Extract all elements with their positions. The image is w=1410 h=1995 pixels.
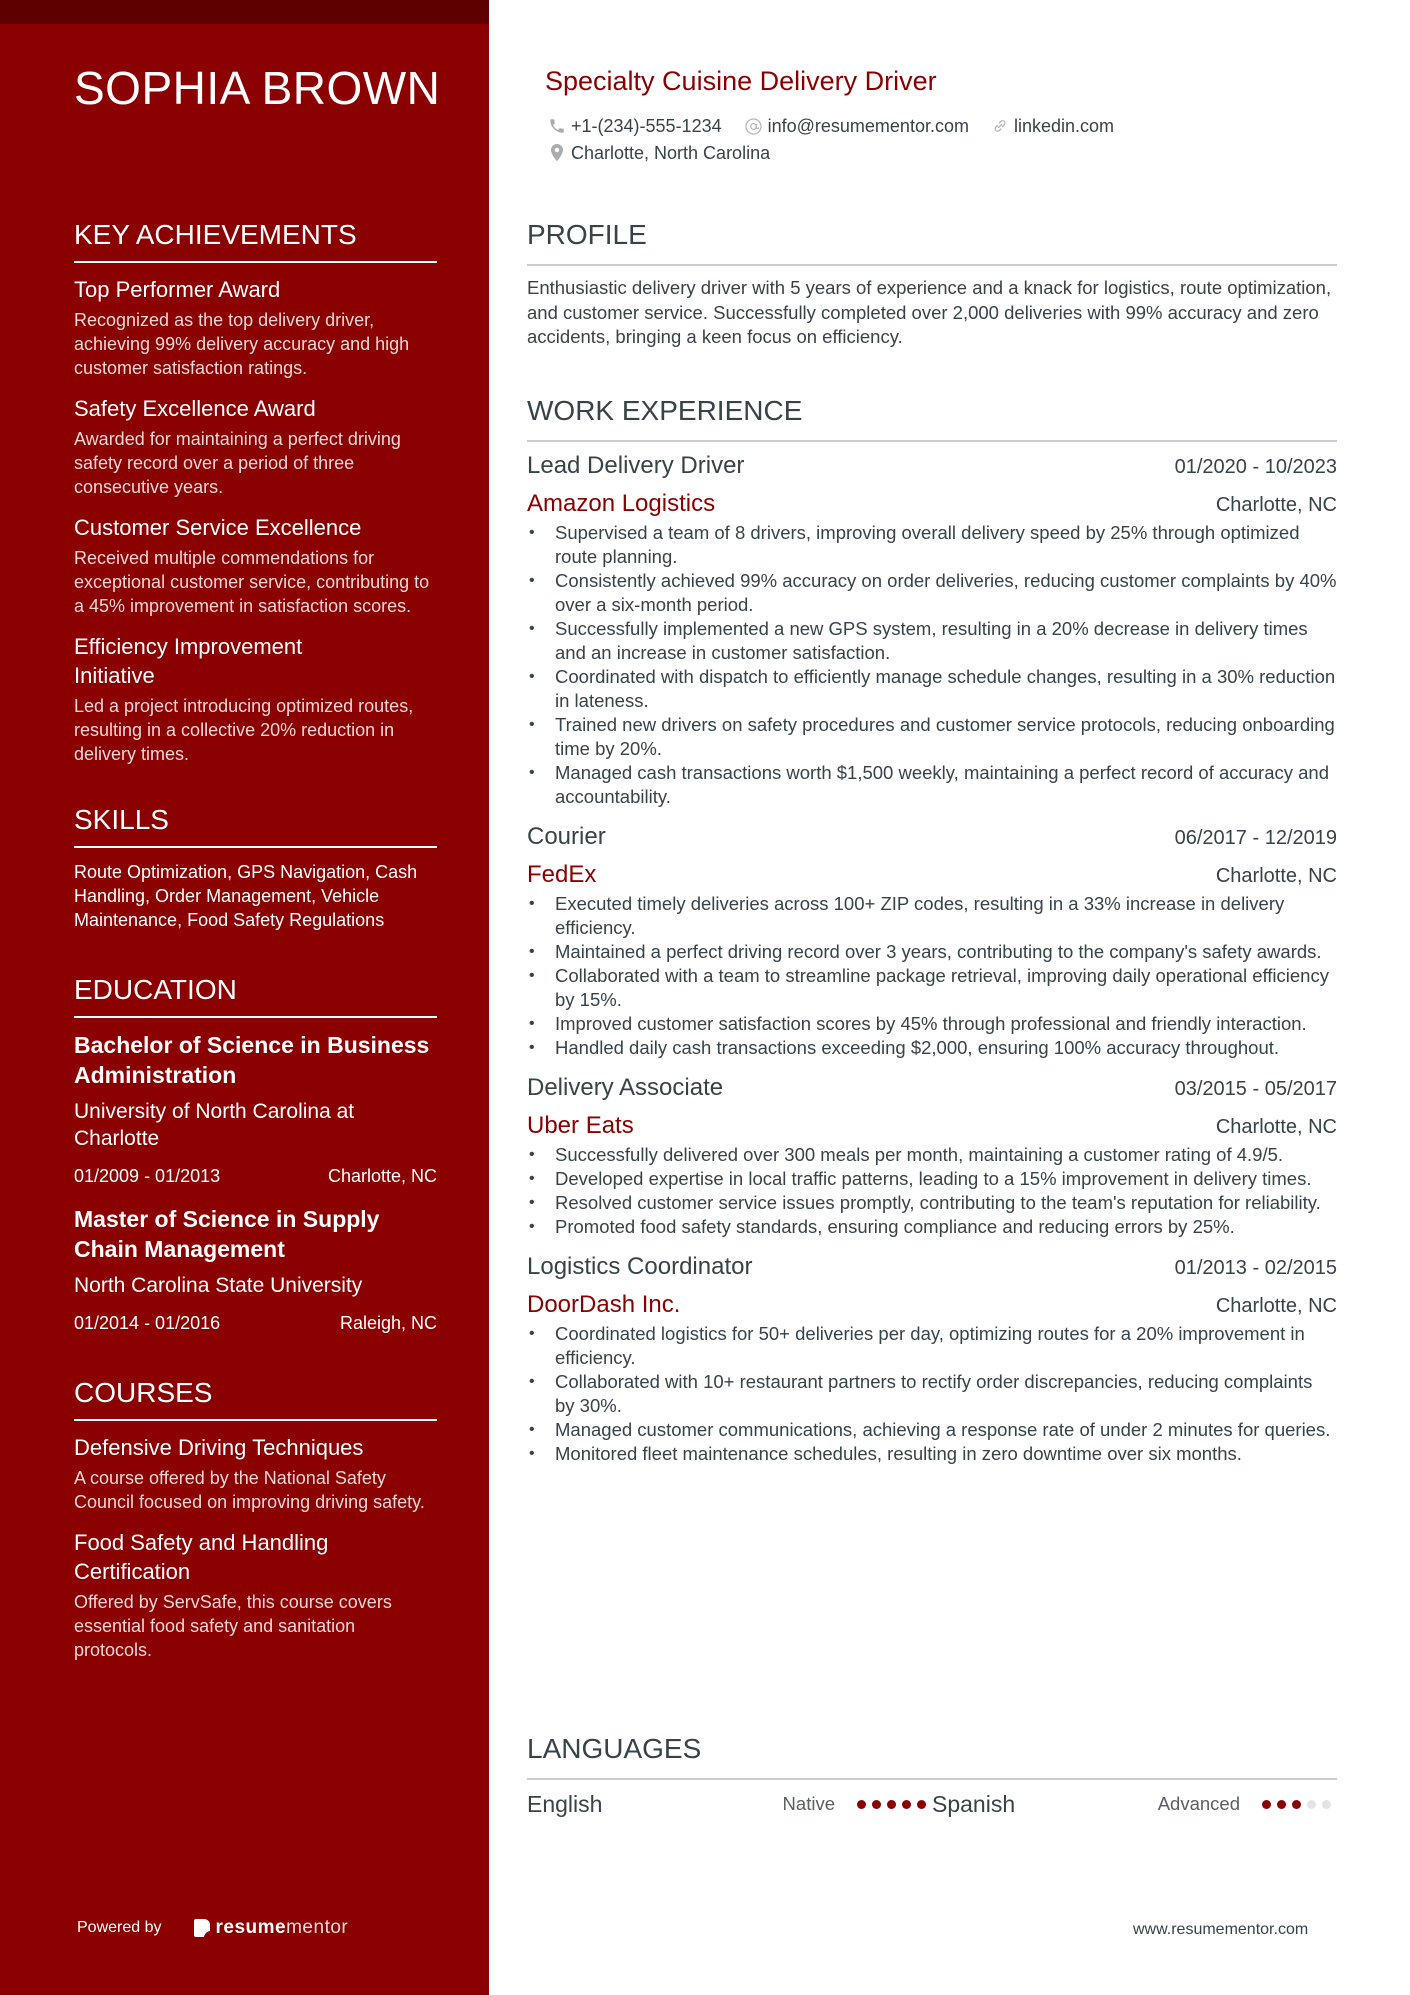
rating-dot-filled xyxy=(902,1800,911,1809)
education-section xyxy=(74,972,437,1335)
profile-section xyxy=(527,218,1337,350)
rating-dot-filled xyxy=(887,1800,896,1809)
course-desc: A course offered by the National Safety Council focused on improving driving safety. xyxy=(74,1468,425,1512)
achievement-desc: Led a project introducing optimized routes, resulting in a collective 20% reduction in delivery times. xyxy=(74,696,414,764)
resumementor-logo-icon xyxy=(194,1919,210,1937)
email-text: info@resumementor.com xyxy=(767,115,969,136)
job-bullets xyxy=(527,1143,1337,1239)
contact-phone[interactable] xyxy=(548,116,722,137)
powered-by-label: Powered by xyxy=(77,1919,162,1936)
education-location: Charlotte, NC xyxy=(327,1166,437,1186)
education-meta xyxy=(74,1311,437,1335)
rating-dot-filled xyxy=(1292,1800,1301,1809)
job-location: Charlotte, NC xyxy=(1215,1116,1337,1138)
experience-heading: WORK EXPERIENCE xyxy=(527,394,1337,442)
job-header xyxy=(527,1251,1337,1284)
contact-linkedin[interactable] xyxy=(991,116,1114,137)
job-title: Specialty Cuisine Delivery Driver xyxy=(545,66,937,96)
education-dates: 01/2014 - 01/2016 xyxy=(74,1313,221,1333)
rating-dot-filled xyxy=(857,1800,866,1809)
job-subheader xyxy=(527,488,1337,520)
job-dates: 03/2015 - 05/2017 xyxy=(1174,1078,1337,1100)
phone-icon xyxy=(548,117,566,135)
contact-location xyxy=(548,143,770,164)
job-bullet: • Coordinated logistics for 50+ deliveries per day, optimizing routes for a 20% improvement in efficiency. xyxy=(527,1322,1337,1370)
job-bullets xyxy=(527,521,1337,809)
sidebar xyxy=(0,0,489,1995)
education-item xyxy=(74,1030,437,1188)
job-bullet: • Trained new drivers on safety procedures and customer service protocols, reducing onboarding time by 20%. xyxy=(527,713,1337,761)
job-role: Delivery Associate xyxy=(527,1074,724,1101)
at-icon xyxy=(744,117,763,136)
job-role: Courier xyxy=(527,823,606,850)
rating-dot-empty xyxy=(1307,1800,1316,1809)
powered-by xyxy=(77,1917,348,1939)
location-text: Charlotte, North Carolina xyxy=(571,142,771,163)
job-bullet: • Handled daily cash transactions exceeding $2,000, ensuring 100% accuracy throughout. xyxy=(527,1036,1337,1060)
phone-text: +1-(234)-555-1234 xyxy=(571,115,722,136)
brand-part-a: resume xyxy=(215,1917,287,1938)
job-entry xyxy=(527,821,1337,1060)
rating-dot-filled xyxy=(872,1800,881,1809)
language-name: English xyxy=(527,1791,603,1817)
education-school: North Carolina State University xyxy=(74,1274,363,1297)
skills-section xyxy=(74,802,437,932)
job-bullet: • Successfully delivered over 300 meals per month, maintaining a customer rating of 4.9/5. xyxy=(527,1143,1337,1167)
rating-dot-empty xyxy=(1322,1800,1331,1809)
language-level: Native xyxy=(782,1793,835,1814)
achievement-item xyxy=(74,394,437,499)
job-subheader xyxy=(527,1110,1337,1142)
job-bullet: • Managed cash transactions worth $1,500 weekly, maintaining a perfect record of accuracy and accountability. xyxy=(527,761,1337,809)
job-entry xyxy=(527,1072,1337,1239)
job-bullet: • Maintained a perfect driving record over 3 years, contributing to the company's safety awards. xyxy=(527,940,1337,964)
course-title: Food Safety and Handling Certification xyxy=(74,1530,329,1584)
job-header xyxy=(527,450,1337,483)
contact-row xyxy=(548,140,1136,166)
achievement-item xyxy=(74,632,437,766)
education-school: University of North Carolina at Charlotte xyxy=(74,1100,355,1150)
job-header xyxy=(527,821,1337,854)
job-company: DoorDash Inc. xyxy=(527,1291,681,1318)
website-link[interactable]: www.resumementor.com xyxy=(1133,1921,1309,1938)
profile-heading: PROFILE xyxy=(527,218,1337,266)
job-bullet: • Collaborated with a team to streamline package retrieval, improving daily operational efficiency by 15%. xyxy=(527,964,1337,1012)
education-dates: 01/2009 - 01/2013 xyxy=(74,1166,221,1186)
link-icon xyxy=(991,117,1009,135)
courses-heading: COURSES xyxy=(74,1375,437,1421)
experience-section xyxy=(527,394,1337,1478)
job-bullet: • Consistently achieved 99% accuracy on order deliveries, reducing customer complaints by 40% over a six-month period. xyxy=(527,569,1337,617)
courses-section xyxy=(74,1375,437,1662)
rating-dot-filled xyxy=(917,1800,926,1809)
job-subheader xyxy=(527,859,1337,891)
achievements-heading: KEY ACHIEVEMENTS xyxy=(74,217,437,263)
skills-list: Route Optimization, GPS Navigation, Cash Handling, Order Management, Vehicle Maintenance, Food Safety Regulations xyxy=(74,862,418,930)
brand-part-b: mentor xyxy=(286,1917,349,1938)
course-title: Defensive Driving Techniques xyxy=(74,1435,364,1460)
rating-dot-filled xyxy=(1277,1800,1286,1809)
job-entry xyxy=(527,1251,1337,1466)
job-bullet: • Resolved customer service issues promptly, contributing to the team's reputation for reliability. xyxy=(527,1191,1337,1215)
language-rating xyxy=(857,1800,932,1809)
achievement-title: Safety Excellence Award xyxy=(74,396,316,421)
job-bullets xyxy=(527,1322,1337,1466)
job-company: FedEx xyxy=(527,861,597,888)
languages-section xyxy=(527,1732,1337,1820)
language-rating xyxy=(1262,1800,1337,1809)
achievement-item xyxy=(74,513,437,618)
course-item xyxy=(74,1433,437,1514)
language-name: Spanish xyxy=(932,1791,1016,1817)
languages-list xyxy=(527,1788,1337,1820)
course-desc: Offered by ServSafe, this course covers essential food safety and sanitation protocols. xyxy=(74,1592,392,1660)
skills-heading: SKILLS xyxy=(74,802,437,848)
job-bullet: • Coordinated with dispatch to efficiently manage schedule changes, resulting in a 30% reduction in lateness. xyxy=(527,665,1337,713)
job-entry xyxy=(527,450,1337,809)
job-bullet: • Managed customer communications, achieving a response rate of under 2 minutes for queries. xyxy=(527,1418,1337,1442)
sidebar-content xyxy=(74,217,437,1692)
sidebar-top-bar xyxy=(0,0,489,24)
job-bullet: • Improved customer satisfaction scores by 45% through professional and friendly interaction. xyxy=(527,1012,1337,1036)
job-location: Charlotte, NC xyxy=(1215,494,1337,516)
job-location: Charlotte, NC xyxy=(1215,1295,1337,1317)
achievement-title: Top Performer Award xyxy=(74,277,281,302)
job-bullet: • Executed timely deliveries across 100+ ZIP codes, resulting in a 33% increase in delivery efficiency. xyxy=(527,892,1337,940)
job-dates: 01/2013 - 02/2015 xyxy=(1174,1257,1337,1279)
contact-info xyxy=(548,113,1136,167)
job-subheader xyxy=(527,1289,1337,1321)
contact-row xyxy=(548,113,1136,139)
job-bullet: • Developed expertise in local traffic patterns, leading to a 15% improvement in delivery times. xyxy=(527,1167,1337,1191)
achievement-item xyxy=(74,275,437,380)
job-bullets xyxy=(527,892,1337,1060)
job-location: Charlotte, NC xyxy=(1215,865,1337,887)
job-bullet: • Collaborated with 10+ restaurant partners to rectify order discrepancies, reducing complaints by 30%. xyxy=(527,1370,1337,1418)
linkedin-text: linkedin.com xyxy=(1013,115,1115,136)
education-heading: EDUCATION xyxy=(74,972,437,1018)
languages-heading: LANGUAGES xyxy=(527,1732,1337,1780)
job-bullet: • Supervised a team of 8 drivers, improving overall delivery speed by 25% through optimized route planning. xyxy=(527,521,1337,569)
achievement-desc: Awarded for maintaining a perfect driving safety record over a period of three consecutive years. xyxy=(74,429,401,497)
map-pin-icon xyxy=(548,143,566,163)
achievement-desc: Recognized as the top delivery driver, achieving 99% delivery accuracy and high customer satisfaction ratings. xyxy=(74,310,410,378)
achievement-title: Efficiency Improvement Initiative xyxy=(74,634,303,688)
job-dates: 06/2017 - 12/2019 xyxy=(1174,827,1337,849)
profile-summary: Enthusiastic delivery driver with 5 years of experience and a knack for logistics, route optimization, and customer service. Successfully completed over 2,000 deliveries with 99% accuracy and zero accidents, bringing a keen focus on efficiency. xyxy=(527,277,1332,347)
education-location: Raleigh, NC xyxy=(339,1313,437,1333)
job-bullet: • Successfully implemented a new GPS system, resulting in a 20% decrease in delivery times and an increase in customer satisfaction. xyxy=(527,617,1337,665)
job-role: Logistics Coordinator xyxy=(527,1253,753,1280)
education-degree: Master of Science in Supply Chain Management xyxy=(74,1206,380,1262)
job-company: Uber Eats xyxy=(527,1112,634,1139)
contact-email[interactable] xyxy=(744,116,969,137)
candidate-name: SOPHIA BROWN xyxy=(74,62,441,114)
language-spanish xyxy=(932,1788,1337,1820)
language-english xyxy=(527,1788,932,1820)
achievement-title: Customer Service Excellence xyxy=(74,515,362,540)
rating-dot-filled xyxy=(1262,1800,1271,1809)
job-header xyxy=(527,1072,1337,1105)
job-role: Lead Delivery Driver xyxy=(527,452,745,479)
education-item xyxy=(74,1204,437,1335)
education-degree: Bachelor of Science in Business Administration xyxy=(74,1032,430,1088)
job-bullet: • Promoted food safety standards, ensuring compliance and reducing errors by 25%. xyxy=(527,1215,1337,1239)
job-bullet: • Monitored fleet maintenance schedules, resulting in zero downtime over six months. xyxy=(527,1442,1337,1466)
education-meta xyxy=(74,1164,437,1188)
achievements-section xyxy=(74,217,437,766)
achievement-desc: Received multiple commendations for exceptional customer service, contributing to a 45% improvement in satisfaction scores. xyxy=(74,548,430,616)
course-item xyxy=(74,1528,437,1662)
resumementor-logo[interactable] xyxy=(194,1917,349,1939)
job-dates: 01/2020 - 10/2023 xyxy=(1174,456,1337,478)
language-level: Advanced xyxy=(1157,1793,1240,1814)
job-company: Amazon Logistics xyxy=(527,490,716,517)
